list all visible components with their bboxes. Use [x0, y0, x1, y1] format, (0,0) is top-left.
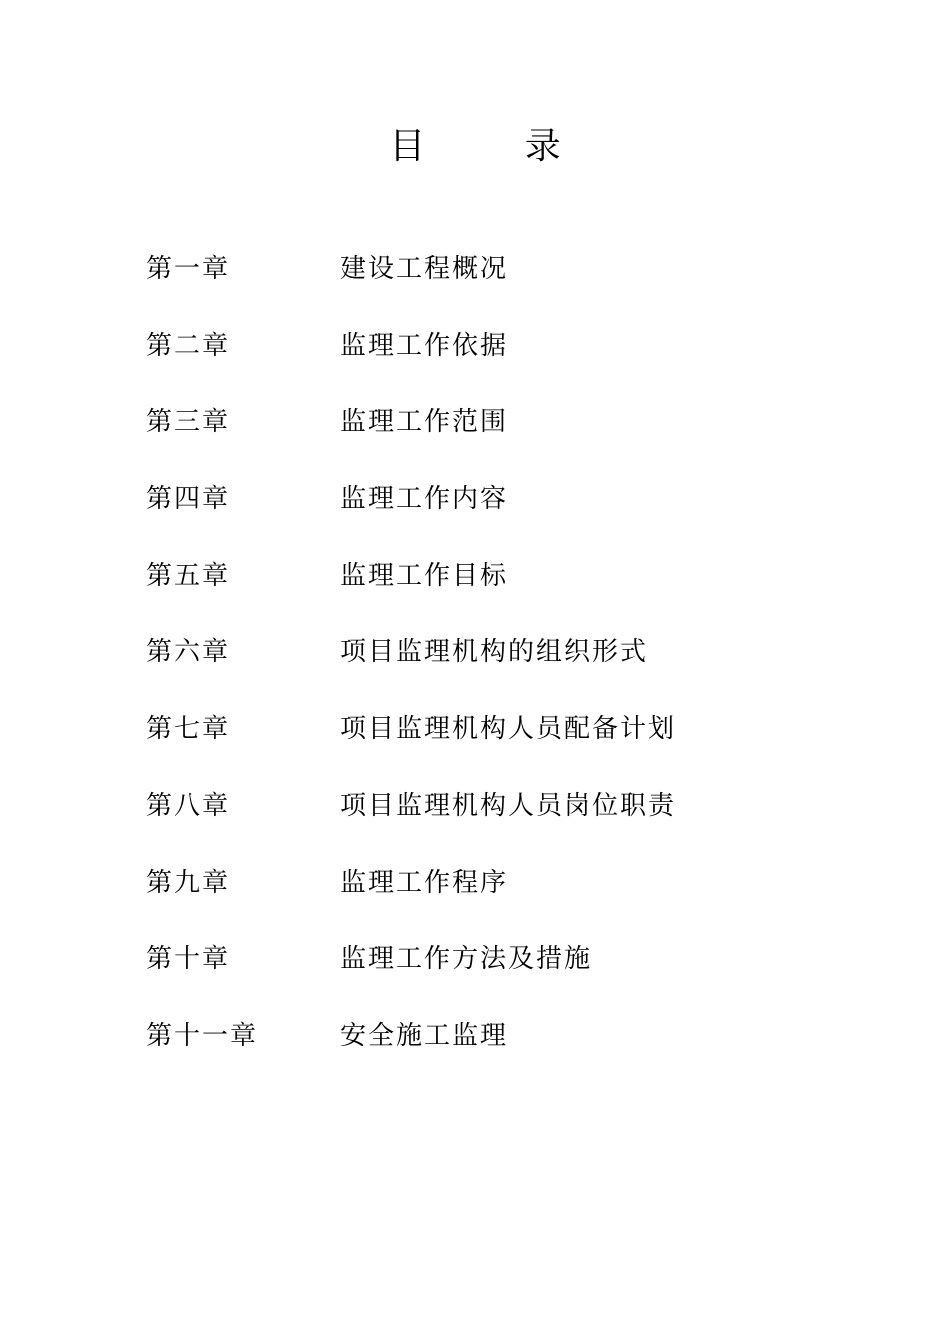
chapter-number: 第五章	[146, 560, 231, 591]
toc-entry	[146, 785, 846, 862]
chapter-number: 第一章	[146, 254, 231, 284]
page-title: 目 录	[389, 126, 605, 167]
chapter-number: 第九章	[146, 867, 231, 898]
chapter-title: 监理工作程序	[340, 867, 509, 898]
chapter-title: 监理工作方法及措施	[340, 944, 593, 975]
chapter-number: 第七章	[146, 714, 231, 745]
toc-entry	[146, 938, 846, 1015]
chapter-number: 第三章	[146, 407, 231, 438]
chapter-title: 监理工作目标	[340, 560, 509, 591]
toc-entry	[146, 862, 846, 939]
chapter-title: 项目监理机构人员配备计划	[340, 714, 677, 745]
table-of-contents	[146, 248, 846, 1092]
chapter-title: 项目监理机构人员岗位职责	[340, 790, 677, 821]
chapter-number: 第十一章	[146, 1020, 259, 1051]
toc-entry	[146, 1015, 846, 1092]
toc-entry	[146, 478, 846, 555]
toc-entry	[146, 708, 846, 785]
toc-entry	[146, 555, 846, 632]
chapter-title: 建设工程概况	[340, 254, 509, 284]
chapter-number: 第十章	[146, 944, 231, 975]
toc-entry	[146, 401, 846, 478]
chapter-title: 安全施工监理	[340, 1020, 509, 1051]
chapter-number: 第二章	[146, 330, 231, 361]
chapter-title: 监理工作依据	[340, 330, 509, 361]
chapter-title: 监理工作内容	[340, 484, 509, 515]
toc-entry	[146, 631, 846, 708]
chapter-title: 项目监理机构的组织形式	[340, 637, 649, 668]
toc-entry	[146, 325, 846, 402]
chapter-number: 第六章	[146, 637, 231, 668]
toc-entry	[146, 248, 846, 325]
chapter-number: 第四章	[146, 484, 231, 515]
chapter-title: 监理工作范围	[340, 407, 509, 438]
chapter-number: 第八章	[146, 790, 231, 821]
